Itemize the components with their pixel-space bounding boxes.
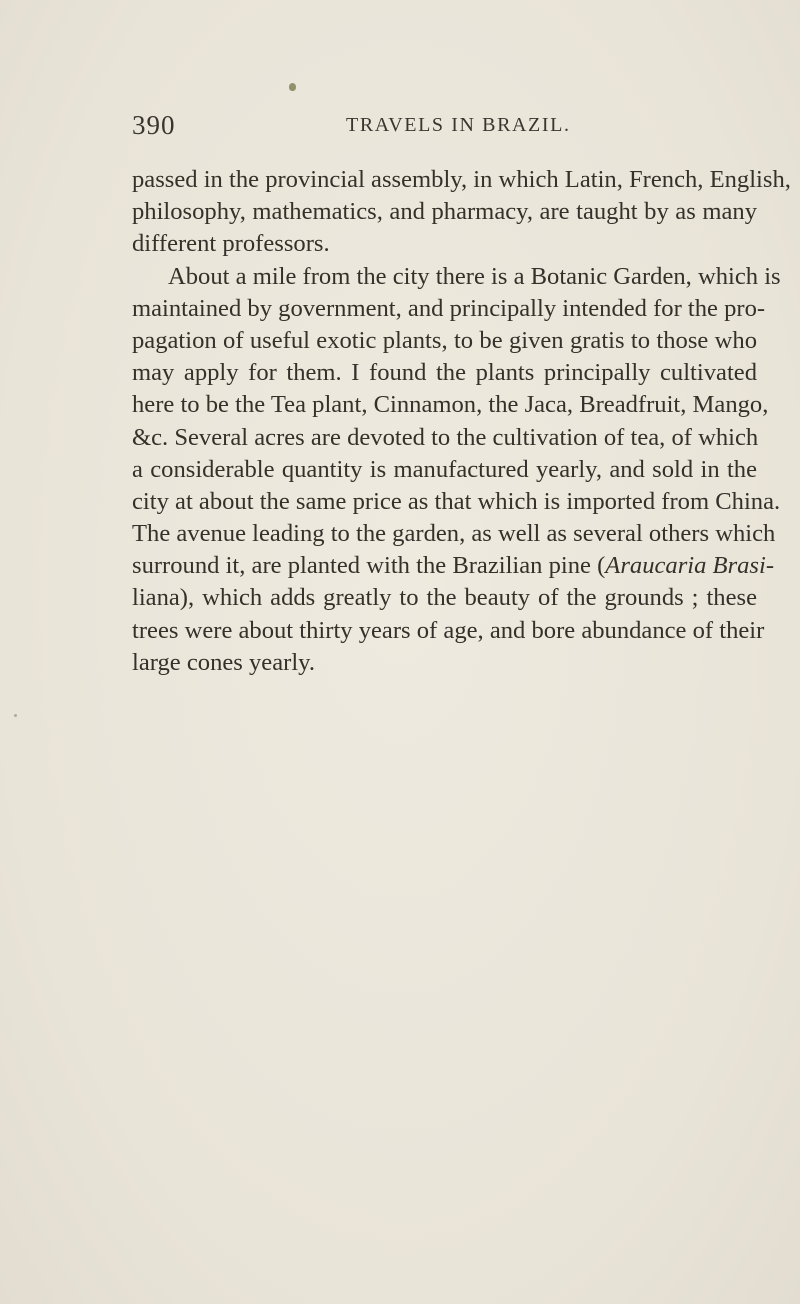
text-line: trees were about thirty years of age, and bore abundance of their [132,616,765,644]
text-line: large cones yearly. [132,648,315,676]
text-run: surround it, are planted with the Brazilian pine ( [132,552,606,580]
text-line: here to be the Tea plant, Cinnamon, the Jaca, Breadfruit, Mango, [132,391,769,419]
text-line: liana), which adds greatly to the beauty of the grounds ; these [132,584,757,612]
text-line: a considerable quantity is manufactured yearly, and sold in the [132,455,757,483]
text-line: About a mile from the city there is a Botanic Garden, which is [168,262,781,290]
text-line: city at about the same price as that which is imported from China. [132,487,781,515]
text-line: philosophy, mathematics, and pharmacy, are taught by as many [132,198,757,226]
text-line: may apply for them. I found the plants principally cultivated [132,359,757,387]
page-number: 390 [132,110,176,140]
speck-icon [14,714,17,717]
text-line: pagation of useful exotic plants, to be given gratis to those who [132,326,757,354]
text-line-with-italic [132,550,775,582]
body-text [132,164,791,679]
italic-species-name: Araucaria Brasi- [605,552,775,580]
text-line: different professors. [132,230,330,258]
ink-blot-icon [289,83,296,91]
text-line: maintained by government, and principally intended for the pro- [132,294,766,322]
text-line: The avenue leading to the garden, as well as several others which [132,520,776,548]
text-line: &c. Several acres are devoted to the cultivation of tea, of which [132,423,759,451]
running-head: TRAVELS IN BRAZIL. [346,114,571,136]
paragraph-1 [132,164,791,261]
page-header [0,110,800,146]
paragraph-2 [132,261,781,679]
text-line: passed in the provincial assembly, in which Latin, French, English, [132,166,791,193]
